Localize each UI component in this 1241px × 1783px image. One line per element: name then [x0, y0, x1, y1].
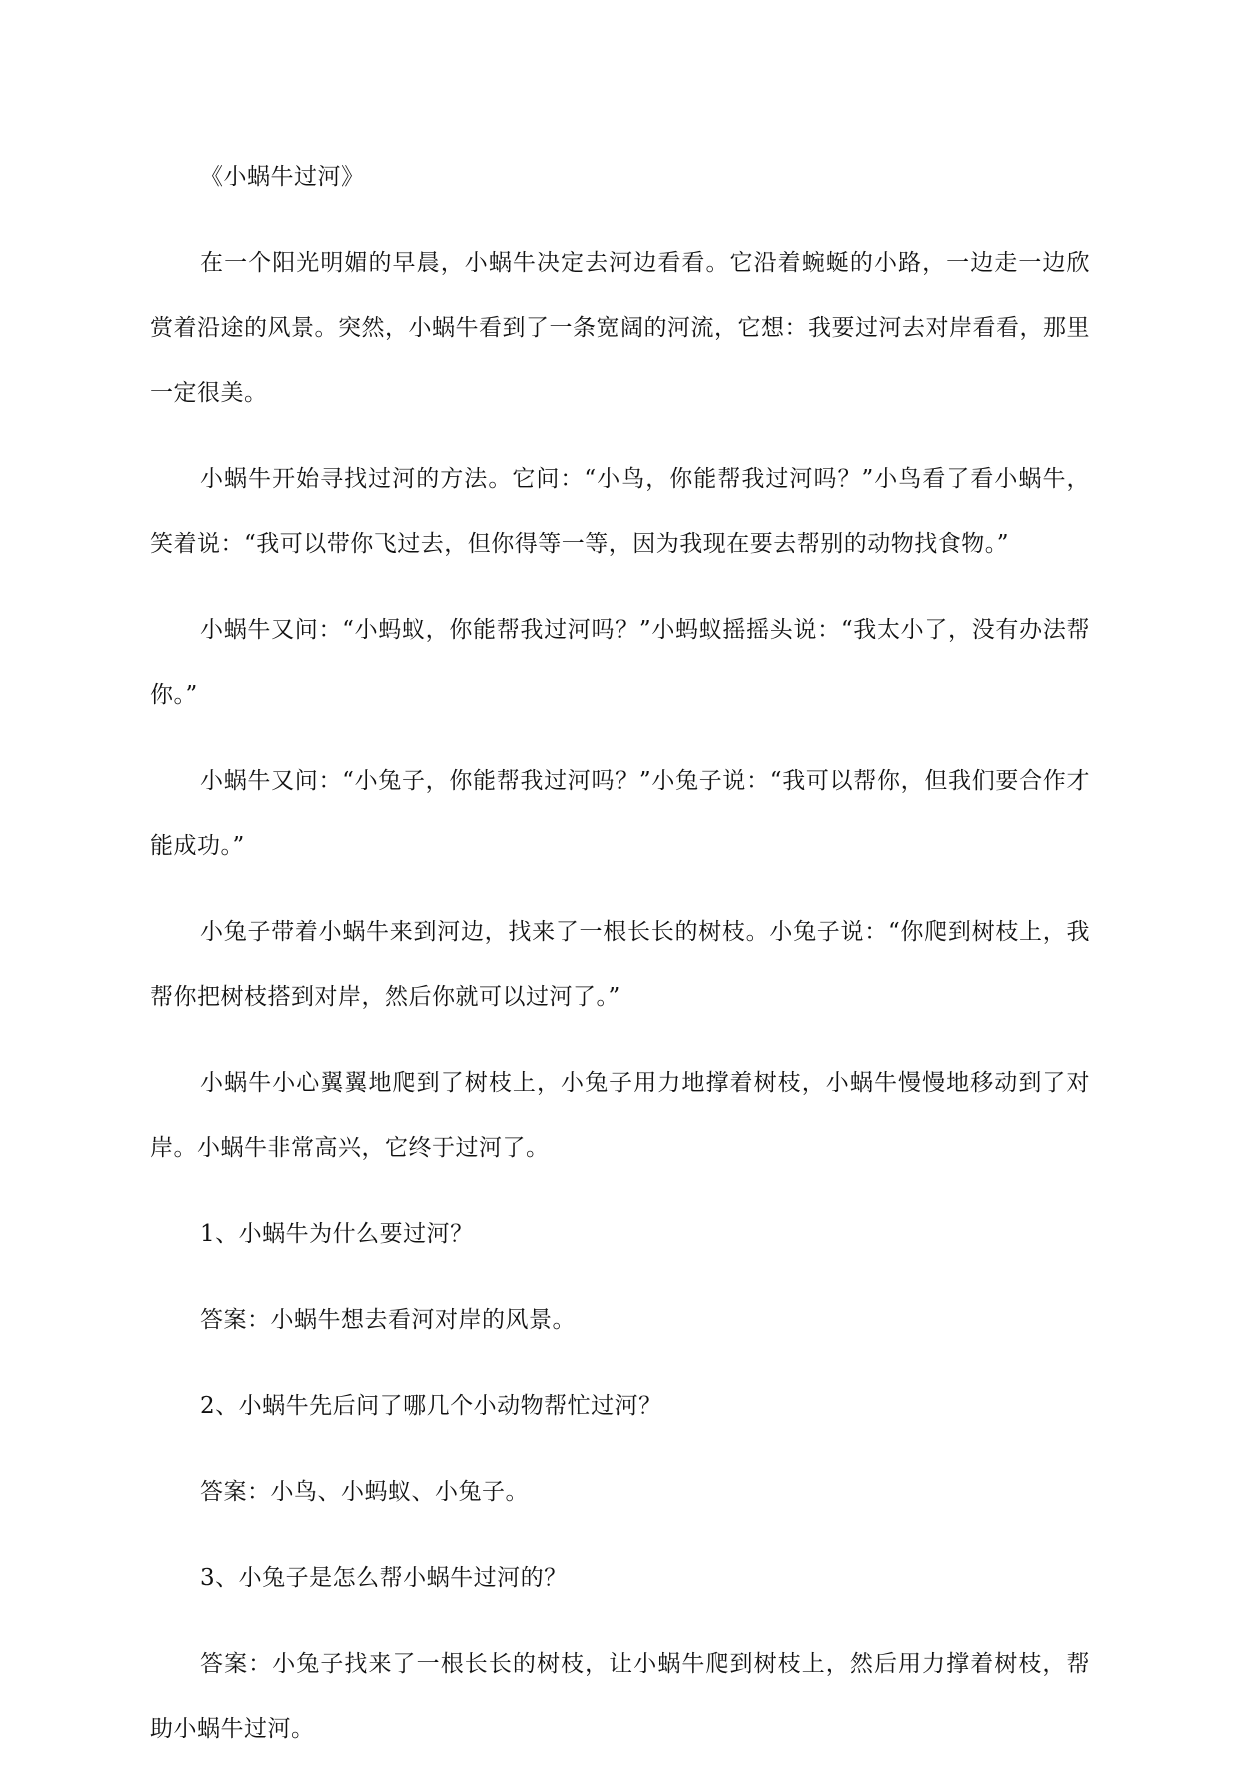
question-2: 2、小蜗牛先后问了哪几个小动物帮忙过河？ [200, 1393, 662, 1419]
story-paragraph: 小兔子带着小蜗牛来到河边，找来了一根长长的树枝。小兔子说：“你爬到树枝上，我帮你把树枝搭到对岸，然后你就可以过河了。” [150, 919, 1090, 1010]
story-paragraph: 小蜗牛小心翼翼地爬到了树枝上，小兔子用力地撑着树枝，小蜗牛慢慢地移动到了对岸。小蜗牛非常高兴，它终于过河了。 [150, 1070, 1090, 1161]
story-paragraph: 在一个阳光明媚的早晨，小蜗牛决定去河边看看。它沿着蜿蜒的小路，一边走一边欣赏着沿途的风景。突然，小蜗牛看到了一条宽阔的河流，它想：我要过河去对岸看看，那里一定很美。 [150, 250, 1090, 406]
answer-2: 答案：小鸟、小蚂蚁、小兔子。 [200, 1479, 529, 1505]
answer-1: 答案：小蜗牛想去看河对岸的风景。 [200, 1307, 576, 1333]
answer-3: 答案：小兔子找来了一根长长的树枝，让小蜗牛爬到树枝上，然后用力撑着树枝，帮助小蜗牛过河。 [150, 1651, 1090, 1742]
document-body [150, 145, 1090, 1783]
question-1: 1、小蜗牛为什么要过河？ [200, 1221, 474, 1247]
question-3: 3、小兔子是怎么帮小蜗牛过河的？ [200, 1565, 568, 1591]
story-paragraph: 小蜗牛又问：“小蚂蚁，你能帮我过河吗？”小蚂蚁摇摇头说：“我太小了，没有办法帮你。” [150, 617, 1090, 708]
story-paragraph: 小蜗牛开始寻找过河的方法。它问：“小鸟，你能帮我过河吗？”小鸟看了看小蜗牛，笑着说：“我可以带你飞过去，但你得等一等，因为我现在要去帮别的动物找食物。” [150, 466, 1090, 557]
story-paragraph: 小蜗牛又问：“小兔子，你能帮我过河吗？”小兔子说：“我可以帮你，但我们要合作才能成功。” [150, 768, 1090, 859]
document-title: 《小蜗牛过河》 [200, 164, 365, 190]
